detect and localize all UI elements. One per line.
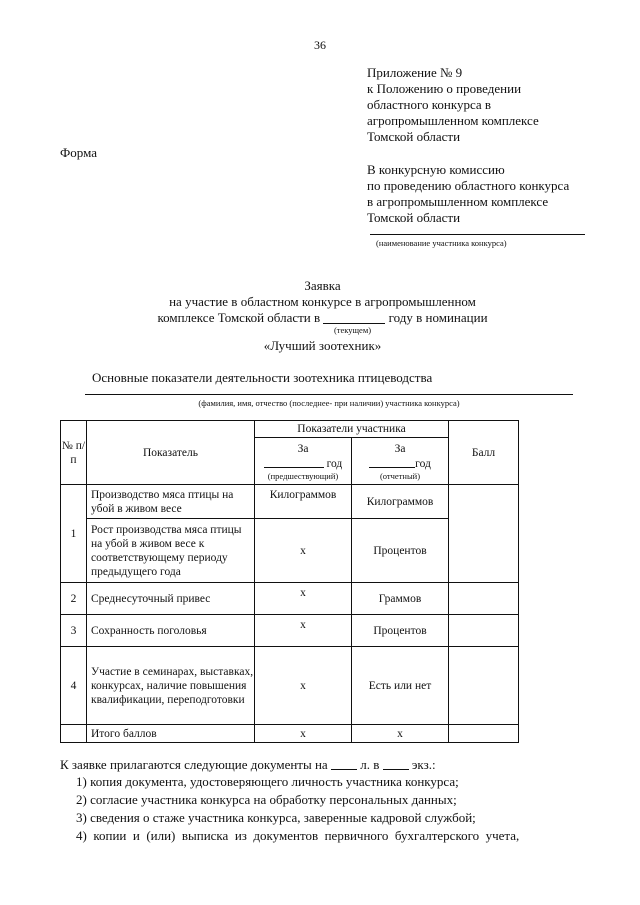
row-score[interactable] — [449, 485, 519, 583]
row-prev: Килограммов — [255, 485, 352, 519]
row-rep: Процентов — [352, 519, 449, 583]
total-score[interactable] — [449, 725, 519, 743]
row-rep: Есть или нет — [352, 647, 449, 725]
rep-year-field — [352, 456, 448, 471]
addressee-line: Томской области — [367, 210, 461, 225]
participant-caption: (наименование участника конкурса) — [376, 238, 507, 248]
table-row — [61, 615, 519, 647]
rep-year-blank[interactable] — [369, 456, 415, 468]
row-prev: х — [255, 519, 352, 583]
year-caption: (текущем) — [333, 325, 372, 335]
header-prev-year — [255, 438, 352, 485]
title-line-1: Заявка — [304, 278, 341, 293]
documents-intro-mid: л. в — [360, 757, 380, 772]
addressee-line: В конкурсную комиссию — [367, 162, 505, 177]
indicators-heading: Основные показатели деятельности зоотехника птицеводства — [92, 370, 433, 385]
table-header-row — [61, 421, 519, 438]
prev-year-field — [255, 456, 351, 471]
documents-intro-prefix: К заявке прилагаются следующие документы на — [60, 757, 328, 772]
row-num — [61, 725, 87, 743]
header-indicator: Показатель — [87, 421, 255, 485]
row-score[interactable] — [449, 647, 519, 725]
name-caption: (фамилия, имя, отчество (последнее- при наличии) участника конкурса) — [198, 398, 460, 408]
row-num: 2 — [61, 583, 87, 615]
list-item: 4) копии и (или) выписка из документов первичного бухгалтерского учета, — [76, 828, 520, 843]
indicators-table — [60, 420, 519, 743]
row-indicator: Участие в семинарах, выставках, конкурсах, наличие повышения квалификации, переподготовки — [87, 647, 255, 725]
row-prev: х — [255, 583, 352, 615]
prev-god: год — [326, 457, 343, 470]
rep-za: За — [394, 442, 406, 455]
total-prev: х — [255, 725, 352, 743]
row-rep: Процентов — [352, 615, 449, 647]
row-rep: Килограммов — [352, 485, 449, 519]
header-report-year — [352, 438, 449, 485]
appendix-line: к Положению о проведении — [367, 81, 522, 96]
pages-blank[interactable] — [331, 758, 357, 770]
prev-za: За — [297, 442, 309, 455]
total-label: Итого баллов — [87, 725, 255, 743]
addressee-line: в агропромышленном комплексе — [367, 194, 549, 209]
row-rep: Граммов — [352, 583, 449, 615]
prev-caption: (предшествующий) — [267, 470, 339, 481]
row-prev: х — [255, 647, 352, 725]
list-item: 1) копия документа, удостоверяющего личность участника конкурса; — [76, 774, 459, 789]
page-number: 36 — [314, 38, 326, 52]
title-line-3-suffix: году в номинации — [388, 310, 488, 325]
title-line-2: на участие в областном конкурсе в агропромышленном — [169, 294, 476, 309]
row-indicator: Сохранность поголовья — [87, 615, 255, 647]
table-row — [61, 647, 519, 725]
row-score[interactable] — [449, 583, 519, 615]
row-num: 4 — [61, 647, 87, 725]
row-num: 3 — [61, 615, 87, 647]
appendix-line: Томской области — [367, 129, 461, 144]
documents-intro-suffix: экз.: — [411, 757, 436, 772]
row-score[interactable] — [449, 615, 519, 647]
prev-year-blank[interactable] — [264, 456, 324, 468]
addressee-line: по проведению областного конкурса — [367, 178, 570, 193]
row-prev: х — [255, 615, 352, 647]
rep-caption: (отчетный) — [379, 470, 421, 481]
addressee-block — [367, 162, 627, 226]
header-num: № п/п — [61, 421, 87, 485]
table-row — [61, 485, 519, 519]
row-indicator: Производство мяса птицы на убой в живом весе — [87, 485, 255, 519]
form-label: Форма — [60, 145, 97, 160]
copies-blank[interactable] — [383, 758, 409, 770]
nomination: «Лучший зоотехник» — [263, 338, 382, 353]
appendix-block — [367, 65, 627, 145]
appendix-line: областного конкурса в — [367, 97, 492, 112]
row-num: 1 — [61, 485, 87, 583]
table-row — [61, 583, 519, 615]
appendix-line: агропромышленном комплексе — [367, 113, 539, 128]
rep-god: год — [415, 457, 431, 470]
header-score: Балл — [449, 421, 519, 485]
table-total-row — [61, 725, 519, 743]
list-item: 2) согласие участника конкурса на обработку персональных данных; — [76, 792, 457, 807]
title-line-3 — [60, 310, 585, 326]
row-indicator: Среднесуточный привес — [87, 583, 255, 615]
total-rep: х — [352, 725, 449, 743]
row-indicator: Рост производства мяса птицы на убой в живом весе к соответствующему периоду предыдущего года — [87, 519, 255, 583]
header-participant: Показатели участника — [255, 421, 449, 438]
documents-intro — [60, 757, 620, 773]
list-item: 3) сведения о стаже участника конкурса, заверенные кадровой службой; — [76, 810, 476, 825]
year-blank[interactable] — [323, 311, 385, 324]
participant-name-line[interactable] — [370, 234, 585, 235]
title-line-3-prefix: комплексе Томской области в — [157, 310, 321, 325]
specialist-name-line[interactable] — [85, 394, 573, 395]
appendix-line: Приложение № 9 — [367, 65, 463, 80]
documents-list — [76, 774, 596, 846]
